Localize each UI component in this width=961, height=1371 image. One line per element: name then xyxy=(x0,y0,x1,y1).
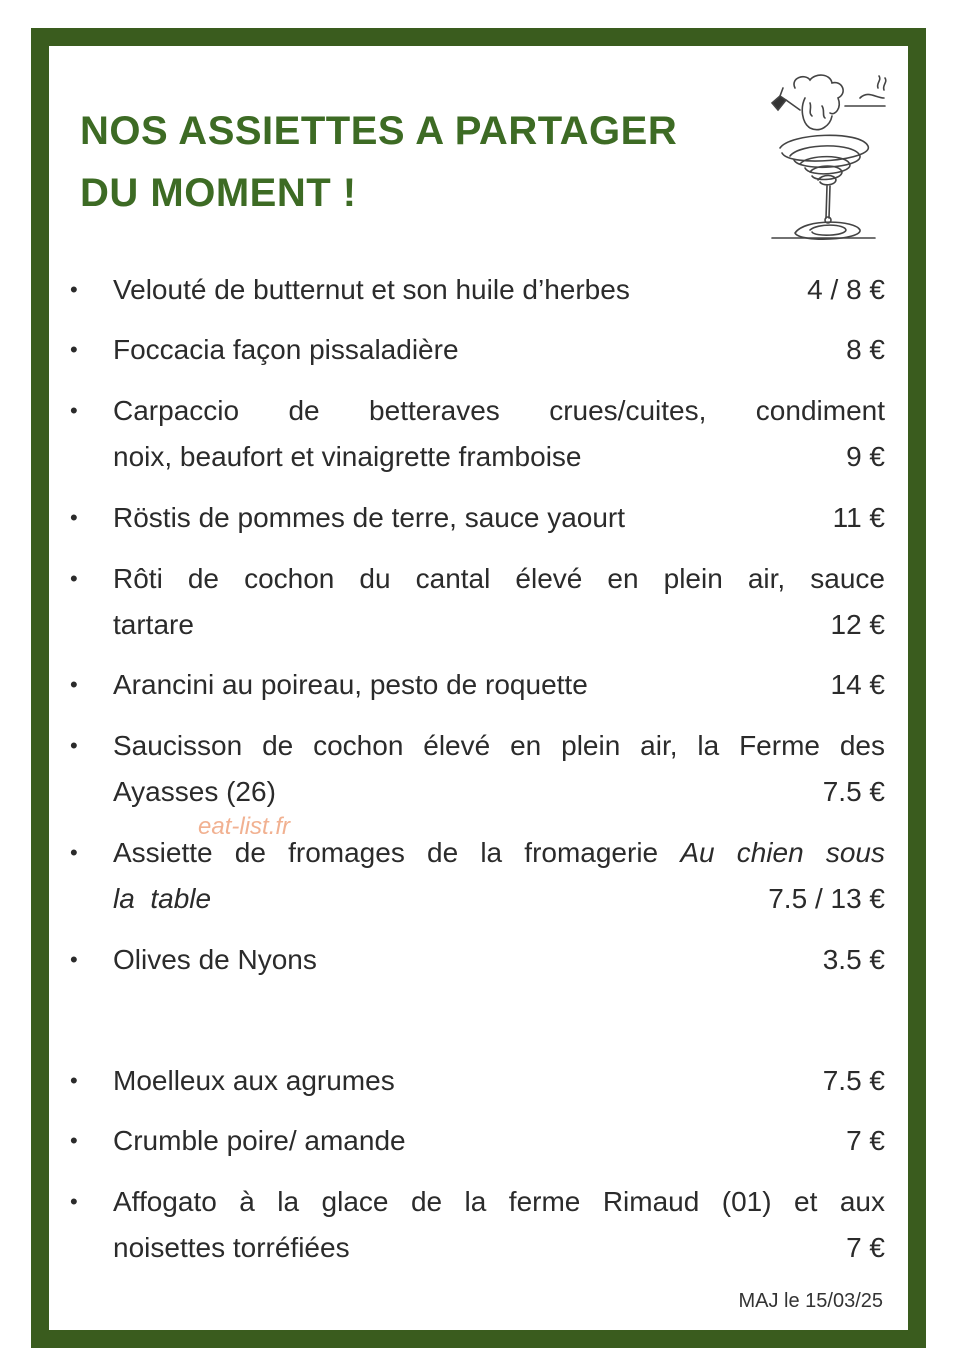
item-price: 8 € xyxy=(846,334,885,365)
item-name: Rôti de cochon du cantal élevé en plein air, sauce xyxy=(113,563,885,594)
update-date: MAJ le 15/03/25 xyxy=(738,1290,883,1312)
item-name: Velouté de butternut et son huile d’herbes xyxy=(113,274,630,305)
menu-title xyxy=(80,100,780,224)
menu-title-line-2: DU MOMENT ! xyxy=(80,171,357,215)
bullet: • xyxy=(70,1189,78,1214)
item-name-line-2: la table xyxy=(113,883,212,914)
bullet: • xyxy=(70,947,78,972)
bullet: • xyxy=(70,672,78,697)
item-name: Foccacia façon pissaladière xyxy=(113,334,459,365)
item-name: Assiette de fromages de la fromagerie Au chien sous xyxy=(113,837,885,868)
item-name: Affogato à la glace de la ferme Rimaud (01) et aux xyxy=(113,1186,885,1217)
item-name: Saucisson de cochon élevé en plein air, la Ferme des xyxy=(113,730,885,761)
menu-title-line-1: NOS ASSIETTES A PARTAGER xyxy=(80,109,678,153)
item-price: 7.5 / 13 € xyxy=(768,883,885,914)
item-price: 4 / 8 € xyxy=(807,274,885,305)
bullet: • xyxy=(70,398,78,423)
item-name-line-2: tartare xyxy=(113,609,194,640)
item-name-line-1 xyxy=(113,388,885,434)
item-name-line-2: noix, beaufort et vinaigrette framboise xyxy=(113,441,582,472)
item-name: Carpaccio de betteraves crues/cuites, condiment xyxy=(113,395,885,426)
item-price: 7 € xyxy=(846,1125,885,1156)
item-price: 7.5 € xyxy=(822,776,885,807)
item-name-line-2: Ayasses (26) xyxy=(113,776,276,807)
bullet: • xyxy=(70,337,78,362)
item-price: 7.5 € xyxy=(822,1065,885,1096)
item-price: 14 € xyxy=(830,669,885,700)
item-name: Moelleux aux agrumes xyxy=(113,1065,395,1096)
item-name: Arancini au poireau, pesto de roquette xyxy=(113,669,588,700)
chef-with-wine-glass-logo xyxy=(750,68,900,248)
bullet: • xyxy=(70,1128,78,1153)
fromagerie-name: Au chien sous xyxy=(680,837,885,868)
item-price: 11 € xyxy=(832,502,885,533)
item-name-line-2: noisettes torréfiées xyxy=(113,1232,350,1263)
item-price: 7 € xyxy=(846,1232,885,1263)
bullet: • xyxy=(70,1068,78,1093)
bullet: • xyxy=(70,566,78,591)
bullet: • xyxy=(70,277,78,302)
item-price: 12 € xyxy=(830,609,885,640)
bullet: • xyxy=(70,733,78,758)
item-name: Olives de Nyons xyxy=(113,944,317,975)
bullet: • xyxy=(70,505,78,530)
item-price: 9 € xyxy=(846,441,885,472)
item-name: Crumble poire/ amande xyxy=(113,1125,406,1156)
item-name: Röstis de pommes de terre, sauce yaourt xyxy=(113,502,626,533)
watermark: eat-list.fr xyxy=(198,813,291,840)
bullet: • xyxy=(70,840,78,865)
item-price: 3.5 € xyxy=(822,944,885,975)
